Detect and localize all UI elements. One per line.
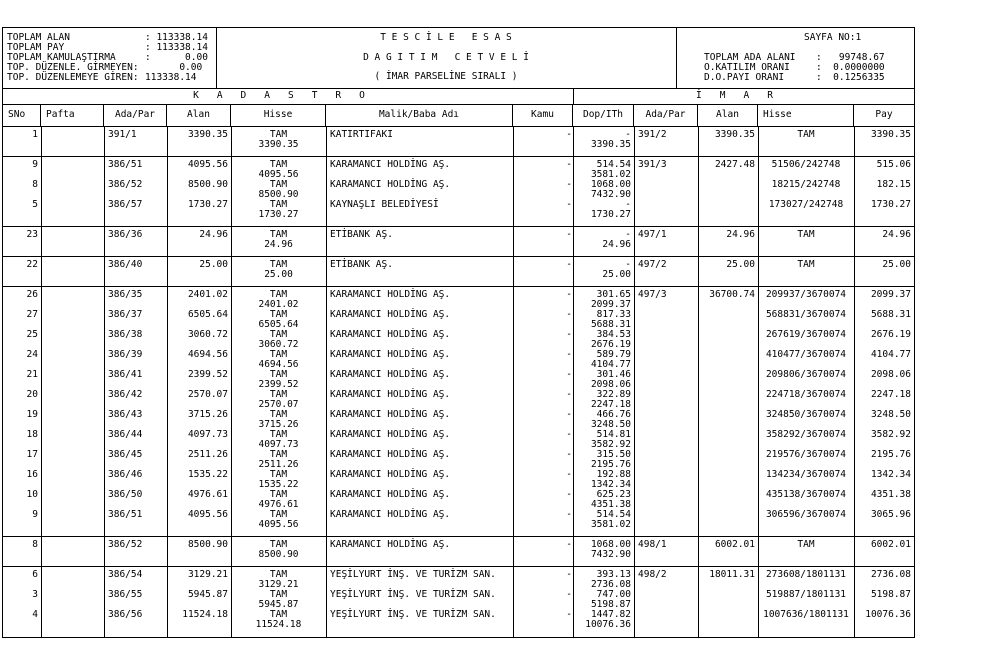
ith-cell: 4351.38: [590, 499, 631, 510]
column-header: Dop/ITh: [573, 104, 634, 126]
pay-cell: 182.15: [876, 179, 911, 190]
column-header: Ada/Par: [104, 104, 167, 126]
ith-cell: 5198.87: [590, 599, 631, 610]
sno-cell: 19: [26, 409, 38, 420]
dop-cell: -: [625, 229, 631, 240]
kamu-cell: -: [566, 349, 572, 360]
imar-hisse-cell: TAM: [797, 539, 815, 550]
pay-cell: 5198.87: [870, 589, 911, 600]
pay-cell: 5688.31: [870, 309, 911, 320]
kadastro-hisse-cell: TAM: [269, 389, 288, 400]
summary-block: [3, 28, 217, 88]
kamu-cell: -: [566, 389, 572, 400]
kadastro-ada-cell: 386/38: [108, 329, 143, 340]
malik-cell: KARAMANCI HOLDİNG AŞ.: [330, 429, 451, 440]
kadastro-hisse-cell: TAM: [269, 409, 288, 420]
imar-hisse-cell: 519887/1801131: [765, 589, 847, 600]
imar-hisse-cell: TAM: [797, 259, 815, 270]
kadastro-ada-cell: 386/43: [108, 409, 143, 420]
sno-cell: 8: [32, 539, 38, 550]
malik-cell: KARAMANCI HOLDİNG AŞ.: [330, 159, 451, 170]
kadastro-ada-cell: 386/51: [108, 509, 143, 520]
imar-hisse-cell: 568831/3670074: [765, 309, 847, 320]
kadastro-alan-cell: 3715.26: [187, 409, 228, 420]
ith-cell: 3248.50: [590, 419, 631, 430]
malik-cell: KARAMANCI HOLDİNG AŞ.: [330, 309, 451, 320]
kadastro-hisse-cell: TAM: [269, 179, 288, 190]
pay-cell: 2195.76: [870, 449, 911, 460]
malik-cell: KARAMANCI HOLDİNG AŞ.: [330, 389, 451, 400]
kamu-cell: -: [566, 449, 572, 460]
kadastro-ada-cell: 386/52: [108, 179, 143, 190]
kadastro-hisse-value-cell: 8500.90: [258, 549, 299, 560]
imar-ada-cell: 498/2: [638, 569, 667, 580]
pay-cell: 3582.92: [870, 429, 911, 440]
imar-hisse-cell: 410477/3670074: [765, 349, 847, 360]
imar-hisse-cell: 209937/3670074: [765, 289, 847, 300]
column-header: Alan: [167, 104, 231, 126]
malik-cell: KARAMANCI HOLDİNG AŞ.: [330, 409, 451, 420]
kadastro-hisse-value-cell: 2399.52: [258, 379, 299, 390]
sno-cell: 17: [26, 449, 38, 460]
kadastro-ada-cell: 386/46: [108, 469, 143, 480]
malik-cell: YEŞİLYURT İNŞ. VE TURİZM SAN.: [330, 609, 496, 620]
summary-value: : 0.00: [145, 52, 208, 63]
imar-hisse-cell: 173027/242748: [768, 199, 844, 210]
pay-cell: 2099.37: [870, 289, 911, 300]
imar-hisse-cell: 324850/3670074: [765, 409, 847, 420]
kamu-cell: -: [566, 159, 572, 170]
sno-cell: 24: [26, 349, 38, 360]
ratio-value: : 99748.67: [816, 52, 885, 63]
dop-cell: -: [625, 259, 631, 270]
kadastro-alan-cell: 4095.56: [187, 509, 228, 520]
section-band: [3, 88, 914, 105]
summary-label: TOPLAM ALAN: [7, 32, 70, 43]
kamu-cell: -: [566, 369, 572, 380]
pay-cell: 1730.27: [870, 199, 911, 210]
malik-cell: KARAMANCI HOLDİNG AŞ.: [330, 289, 451, 300]
pay-cell: 24.96: [882, 229, 911, 240]
kadastro-hisse-cell: TAM: [269, 259, 288, 270]
kadastro-hisse-value-cell: 4095.56: [258, 519, 299, 530]
malik-cell: KARAMANCI HOLDİNG AŞ.: [330, 369, 451, 380]
kadastro-hisse-value-cell: 2401.02: [258, 299, 299, 310]
kadastro-alan-cell: 4694.56: [187, 349, 228, 360]
imar-hisse-cell: 224718/3670074: [765, 389, 847, 400]
kamu-cell: -: [566, 229, 572, 240]
sno-cell: 26: [26, 289, 38, 300]
ith-cell: 10076.36: [585, 619, 631, 630]
column-header: Hisse: [758, 104, 854, 126]
kadastro-hisse-cell: TAM: [269, 569, 288, 580]
imar-hisse-cell: TAM: [797, 129, 815, 140]
ith-cell: 24.96: [602, 239, 631, 250]
malik-cell: KARAMANCI HOLDİNG AŞ.: [330, 329, 451, 340]
distribution-table: [2, 27, 915, 638]
kadastro-alan-cell: 24.96: [199, 229, 228, 240]
kamu-cell: -: [566, 409, 572, 420]
kadastro-alan-cell: 2399.52: [187, 369, 228, 380]
pay-cell: 2247.18: [870, 389, 911, 400]
pay-cell: 2098.06: [870, 369, 911, 380]
malik-cell: KARAMANCI HOLDİNG AŞ.: [330, 179, 451, 190]
sno-cell: 20: [26, 389, 38, 400]
imar-band: İMAR: [696, 90, 791, 101]
kadastro-hisse-value-cell: 3129.21: [258, 579, 299, 590]
dop-cell: 322.89: [596, 389, 631, 400]
summary-value: : 113338.14: [145, 32, 208, 43]
dop-cell: 514.54: [596, 159, 631, 170]
pay-cell: 2736.08: [870, 569, 911, 580]
ith-cell: 7432.90: [590, 549, 631, 560]
kamu-cell: -: [566, 469, 572, 480]
kadastro-hisse-cell: TAM: [269, 469, 288, 480]
column-header: SNo: [3, 104, 41, 126]
malik-cell: KARAMANCI HOLDİNG AŞ.: [330, 349, 451, 360]
malik-cell: YEŞİLYURT İNŞ. VE TURİZM SAN.: [330, 569, 496, 580]
kadastro-ada-cell: 386/55: [108, 589, 143, 600]
sno-cell: 3: [32, 589, 38, 600]
sno-cell: 18: [26, 429, 38, 440]
pay-cell: 4351.38: [870, 489, 911, 500]
imar-ada-cell: 497/2: [638, 259, 667, 270]
malik-cell: ETİBANK AŞ.: [330, 259, 393, 270]
kadastro-hisse-cell: TAM: [269, 449, 288, 460]
kadastro-hisse-value-cell: 3715.26: [258, 419, 299, 430]
kadastro-alan-cell: 6505.64: [187, 309, 228, 320]
kadastro-alan-cell: 4097.73: [187, 429, 228, 440]
kamu-cell: -: [566, 259, 572, 270]
kamu-cell: -: [566, 129, 572, 140]
kadastro-hisse-cell: TAM: [269, 349, 288, 360]
dop-cell: 1068.00: [590, 539, 631, 550]
imar-ada-cell: 498/1: [638, 539, 667, 550]
imar-hisse-cell: TAM: [797, 229, 815, 240]
dop-cell: 589.79: [596, 349, 631, 360]
title-block: [216, 28, 677, 88]
kadastro-ada-cell: 386/56: [108, 609, 143, 620]
pay-cell: 1342.34: [870, 469, 911, 480]
imar-alan-cell: 18011.31: [709, 569, 755, 580]
dop-cell: 514.81: [596, 429, 631, 440]
sno-cell: 9: [32, 509, 38, 520]
imar-hisse-cell: 209806/3670074: [765, 369, 847, 380]
sno-cell: 27: [26, 309, 38, 320]
ratio-block: [676, 28, 914, 88]
ith-cell: 3390.35: [590, 139, 631, 150]
kadastro-hisse-cell: TAM: [269, 429, 288, 440]
kadastro-hisse-cell: TAM: [269, 199, 288, 210]
malik-cell: KARAMANCI HOLDİNG AŞ.: [330, 449, 451, 460]
kadastro-hisse-cell: TAM: [269, 289, 288, 300]
kadastro-ada-cell: 386/57: [108, 199, 143, 210]
dop-cell: 384.53: [596, 329, 631, 340]
imar-ada-cell: 391/3: [638, 159, 667, 170]
malik-cell: KARAMANCI HOLDİNG AŞ.: [330, 469, 451, 480]
sno-cell: 6: [32, 569, 38, 580]
imar-hisse-cell: 358292/3670074: [765, 429, 847, 440]
kadastro-alan-cell: 4976.61: [187, 489, 228, 500]
kadastro-alan-cell: 11524.18: [182, 609, 228, 620]
kadastro-alan-cell: 25.00: [199, 259, 228, 270]
report-subtitle: D A G I T I M C E T V E L İ: [363, 52, 529, 63]
kadastro-hisse-value-cell: 25.00: [264, 269, 293, 280]
pay-cell: 10076.36: [865, 609, 911, 620]
ith-cell: 3581.02: [590, 169, 631, 180]
kadastro-hisse-value-cell: 5945.87: [258, 599, 299, 610]
column-header: Malik/Baba Adı: [326, 104, 513, 126]
kadastro-hisse-value-cell: 2570.07: [258, 399, 299, 410]
kadastro-hisse-value-cell: 4694.56: [258, 359, 299, 370]
imar-alan-cell: 2427.48: [714, 159, 755, 170]
imar-hisse-cell: 435138/3670074: [765, 489, 847, 500]
summary-label: TOP. DÜZENLEMEYE GİREN:: [7, 72, 139, 83]
column-header: Pay: [875, 109, 893, 120]
column-header: Ada/Par: [634, 104, 698, 126]
sno-cell: 23: [26, 229, 38, 240]
ratio-value: : 0.0000000: [816, 62, 885, 73]
kamu-cell: -: [566, 179, 572, 190]
sno-cell: 16: [26, 469, 38, 480]
ith-cell: 1730.27: [590, 209, 631, 220]
kadastro-alan-cell: 1730.27: [187, 199, 228, 210]
malik-cell: KATIRTIFAKI: [330, 129, 393, 140]
summary-label: TOPLAM PAY: [7, 42, 65, 53]
kamu-cell: -: [566, 539, 572, 550]
imar-ada-cell: 497/3: [638, 289, 667, 300]
report-sort-note: ( İMAR PARSELİNE SIRALI ): [374, 71, 518, 82]
kadastro-hisse-value-cell: 24.96: [264, 239, 293, 250]
kamu-cell: -: [566, 289, 572, 300]
imar-hisse-cell: 267619/3670074: [765, 329, 847, 340]
summary-label: TOPLAM KAMULAŞTIRMA: [7, 52, 116, 63]
kadastro-ada-cell: 386/51: [108, 159, 143, 170]
kadastro-hisse-cell: TAM: [269, 129, 288, 140]
kadastro-ada-cell: 386/40: [108, 259, 143, 270]
imar-alan-cell: 24.96: [726, 229, 755, 240]
ith-cell: 7432.90: [590, 189, 631, 200]
kadastro-hisse-value-cell: 4976.61: [258, 499, 299, 510]
kamu-cell: -: [566, 569, 572, 580]
dop-cell: 393.13: [596, 569, 631, 580]
imar-ada-cell: 391/2: [638, 129, 667, 140]
imar-alan-cell: 36700.74: [709, 289, 755, 300]
kamu-cell: -: [566, 199, 572, 210]
kadastro-ada-cell: 386/36: [108, 229, 143, 240]
imar-hisse-cell: 1007636/1801131: [763, 609, 849, 620]
malik-cell: KARAMANCI HOLDİNG AŞ.: [330, 539, 451, 550]
imar-hisse-cell: 306596/3670074: [765, 509, 847, 520]
column-header: Alan: [698, 104, 758, 126]
kadastro-alan-cell: 2570.07: [187, 389, 228, 400]
kadastro-alan-cell: 2401.02: [187, 289, 228, 300]
sno-cell: 10: [26, 489, 38, 500]
dop-cell: 817.33: [596, 309, 631, 320]
page-number: SAYFA NO:1: [804, 32, 862, 43]
kadastro-alan-cell: 5945.87: [187, 589, 228, 600]
kadastro-hisse-value-cell: 3390.35: [258, 139, 299, 150]
ith-cell: 3582.92: [590, 439, 631, 450]
kadastro-alan-cell: 8500.90: [187, 179, 228, 190]
dop-cell: -: [625, 199, 631, 210]
ith-cell: 3581.02: [590, 519, 631, 530]
kamu-cell: -: [566, 309, 572, 320]
imar-hisse-cell: 18215/242748: [771, 179, 841, 190]
imar-ada-cell: 497/1: [638, 229, 667, 240]
sno-cell: 8: [32, 179, 38, 190]
kadastro-alan-cell: 8500.90: [187, 539, 228, 550]
dop-cell: 747.00: [596, 589, 631, 600]
column-header: Hisse: [231, 104, 326, 126]
ith-cell: 2098.06: [590, 379, 631, 390]
ratio-value: : 0.1256335: [816, 72, 885, 83]
pay-cell: 4104.77: [870, 349, 911, 360]
kadastro-alan-cell: 2511.26: [187, 449, 228, 460]
kadastro-hisse-cell: TAM: [269, 329, 288, 340]
kadastro-ada-cell: 386/54: [108, 569, 143, 580]
ith-cell: 25.00: [602, 269, 631, 280]
kamu-cell: -: [566, 609, 572, 620]
kadastro-hisse-cell: TAM: [269, 369, 288, 380]
summary-label: TOP. DÜZENLE. GİRMEYEN:: [7, 62, 139, 73]
kadastro-hisse-cell: TAM: [269, 229, 288, 240]
dop-cell: 301.65: [596, 289, 631, 300]
kadastro-hisse-value-cell: 6505.64: [258, 319, 299, 330]
kadastro-hisse-cell: TAM: [269, 589, 288, 600]
kamu-cell: -: [566, 329, 572, 340]
kadastro-alan-cell: 3060.72: [187, 329, 228, 340]
dop-cell: 1068.00: [590, 179, 631, 190]
dop-cell: -: [625, 129, 631, 140]
imar-hisse-cell: 273608/1801131: [765, 569, 847, 580]
kadastro-hisse-value-cell: 11524.18: [255, 619, 302, 630]
dop-cell: 301.46: [596, 369, 631, 380]
sno-cell: 5: [32, 199, 38, 210]
kadastro-ada-cell: 386/41: [108, 369, 143, 380]
table-body: [3, 126, 914, 637]
ith-cell: 2736.08: [590, 579, 631, 590]
kadastro-ada-cell: 386/35: [108, 289, 143, 300]
report-header: [3, 28, 914, 89]
dop-cell: 1447.82: [590, 609, 631, 620]
kadastro-ada-cell: 391/1: [108, 129, 137, 140]
ith-cell: 1342.34: [590, 479, 631, 490]
malik-cell: YEŞİLYURT İNŞ. VE TURİZM SAN.: [330, 589, 496, 600]
kadastro-hisse-value-cell: 3060.72: [258, 339, 299, 350]
ith-cell: 2195.76: [590, 459, 631, 470]
ratio-label: O.KATILIM ORANI: [704, 62, 790, 73]
report-title: T E S C İ L E E S A S: [380, 32, 512, 43]
ith-cell: 5688.31: [590, 319, 631, 330]
kadastro-ada-cell: 386/45: [108, 449, 143, 460]
kadastro-band: KADASTRO: [3, 88, 574, 104]
ith-cell: 2676.19: [590, 339, 631, 350]
kamu-cell: -: [566, 429, 572, 440]
ith-cell: 2099.37: [590, 299, 631, 310]
kadastro-hisse-value-cell: 4097.73: [258, 439, 299, 450]
malik-cell: ETİBANK AŞ.: [330, 229, 393, 240]
pay-cell: 3065.96: [870, 509, 911, 520]
dop-cell: 315.50: [596, 449, 631, 460]
imar-alan-cell: 3390.35: [714, 129, 755, 140]
summary-value: : 113338.14: [145, 42, 208, 53]
imar-alan-cell: 25.00: [726, 259, 755, 270]
imar-hisse-cell: 219576/3670074: [765, 449, 847, 460]
kadastro-ada-cell: 386/52: [108, 539, 143, 550]
kadastro-ada-cell: 386/44: [108, 429, 143, 440]
sno-cell: 21: [26, 369, 38, 380]
kamu-cell: -: [566, 489, 572, 500]
pay-cell: 6002.01: [870, 539, 911, 550]
sno-cell: 22: [26, 259, 38, 270]
malik-cell: KARAMANCI HOLDİNG AŞ.: [330, 489, 451, 500]
kamu-cell: -: [566, 509, 572, 520]
ratio-label: D.O.PAYI ORANI: [704, 72, 785, 83]
imar-hisse-cell: 134234/3670074: [765, 469, 847, 480]
kamu-cell: -: [566, 589, 572, 600]
pay-cell: 515.06: [876, 159, 911, 170]
kadastro-hisse-cell: TAM: [269, 489, 288, 500]
kadastro-ada-cell: 386/50: [108, 489, 143, 500]
kadastro-ada-cell: 386/37: [108, 309, 143, 320]
kadastro-hisse-cell: TAM: [269, 609, 288, 620]
malik-cell: KARAMANCI HOLDİNG AŞ.: [330, 509, 451, 520]
dop-cell: 192.88: [596, 469, 631, 480]
ith-cell: 2247.18: [590, 399, 631, 410]
dop-cell: 625.23: [596, 489, 631, 500]
ith-cell: 4104.77: [590, 359, 631, 370]
pay-cell: 25.00: [882, 259, 911, 270]
column-header-row: [3, 104, 914, 127]
sno-cell: 9: [32, 159, 38, 170]
summary-value: 113338.14: [145, 72, 197, 83]
pay-cell: 3390.35: [870, 129, 911, 140]
kadastro-alan-cell: 3390.35: [187, 129, 228, 140]
ratio-label: TOPLAM ADA ALANI: [704, 52, 796, 63]
kadastro-hisse-value-cell: 1730.27: [258, 209, 299, 220]
pay-cell: 3248.50: [870, 409, 911, 420]
kadastro-ada-cell: 386/39: [108, 349, 143, 360]
summary-value: 0.00: [145, 62, 203, 73]
imar-alan-cell: 6002.01: [714, 539, 755, 550]
kadastro-hisse-cell: TAM: [269, 309, 288, 320]
kadastro-ada-cell: 386/42: [108, 389, 143, 400]
kadastro-hisse-cell: TAM: [269, 539, 288, 550]
kadastro-alan-cell: 3129.21: [187, 569, 228, 580]
kadastro-hisse-cell: TAM: [269, 509, 288, 520]
sno-cell: 4: [32, 609, 38, 620]
sno-cell: 25: [26, 329, 38, 340]
kadastro-hisse-cell: TAM: [269, 159, 288, 170]
column-header: Kamu: [513, 104, 573, 126]
kadastro-alan-cell: 4095.56: [187, 159, 228, 170]
dop-cell: 514.54: [596, 509, 631, 520]
kadastro-hisse-value-cell: 4095.56: [258, 169, 299, 180]
dop-cell: 466.76: [596, 409, 631, 420]
kadastro-alan-cell: 1535.22: [187, 469, 228, 480]
kadastro-hisse-value-cell: 2511.26: [258, 459, 299, 470]
kadastro-hisse-value-cell: 1535.22: [258, 479, 299, 490]
column-header: Pafta: [41, 104, 104, 126]
imar-hisse-cell: 51506/242748: [771, 159, 841, 170]
malik-cell: KAYNAŞLI BELEDİYESİ: [330, 199, 439, 210]
pay-cell: 2676.19: [870, 329, 911, 340]
kadastro-hisse-value-cell: 8500.90: [258, 189, 299, 200]
sno-cell: 1: [32, 129, 38, 140]
